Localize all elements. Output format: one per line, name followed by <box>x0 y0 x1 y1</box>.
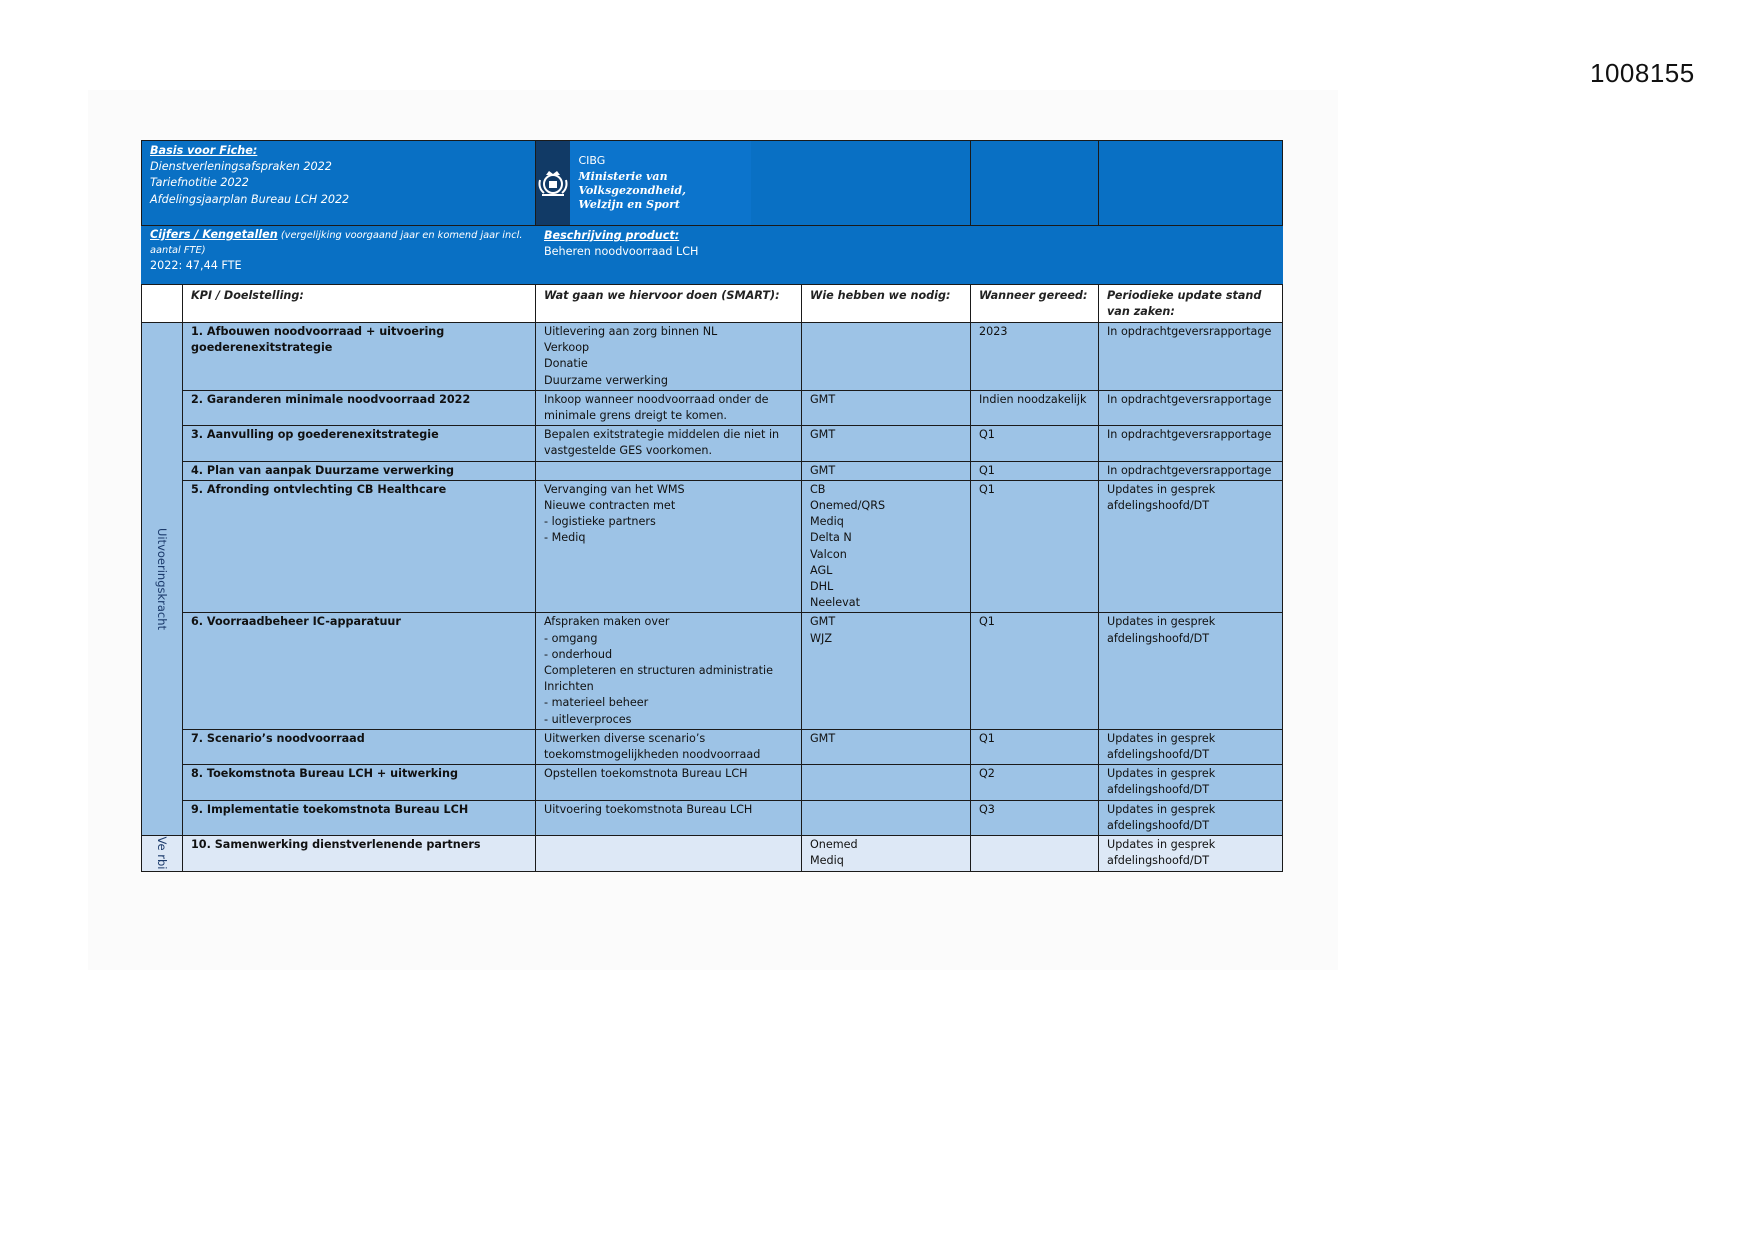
kpi-cell: 4. Plan van aanpak Duurzame verwerking <box>183 461 536 480</box>
column-header-kpi: KPI / Doelstelling: <box>183 285 536 323</box>
update-cell: Updates in gesprek afdelingshoofd/DT <box>1099 729 1283 764</box>
who-line: Neelevat <box>810 596 860 610</box>
table-row <box>142 323 1283 391</box>
who-cell: GMT <box>802 461 971 480</box>
kpi-cell: 10. Samenwerking dienstverlenende partners <box>183 836 536 871</box>
what-line: Inrichten <box>544 680 594 694</box>
what-line: - uitleverproces <box>544 712 632 726</box>
product-cell <box>536 226 1283 285</box>
cijfers-cell <box>142 226 536 285</box>
logo-cell <box>536 141 971 226</box>
who-line: AGL <box>810 563 833 577</box>
what-cell <box>536 461 802 480</box>
kpi-cell: 2. Garanderen minimale noodvoorraad 2022 <box>183 390 536 425</box>
header-empty-cell <box>971 141 1099 226</box>
what-cell <box>536 613 802 729</box>
when-cell: Q1 <box>971 480 1099 613</box>
who-cell: GMT <box>802 729 971 764</box>
document-id: 1008155 <box>1590 58 1695 88</box>
update-cell: In opdrachtgeversrapportage <box>1099 461 1283 480</box>
what-line: Completeren en structuren administratie <box>544 664 773 678</box>
product-title: Beschrijving product: <box>544 229 680 242</box>
logo-ministry-line2: Welzijn en Sport <box>578 198 680 211</box>
who-line: Onemed <box>810 838 858 852</box>
basis-title: Basis voor Fiche: <box>150 144 258 157</box>
kpi-cell: 3. Aanvulling op goederenexitstrategie <box>183 426 536 461</box>
basis-cell <box>142 141 536 226</box>
when-cell: Q1 <box>971 426 1099 461</box>
who-line: DHL <box>810 580 834 594</box>
who-cell <box>802 613 971 729</box>
logo-org: CIBG <box>578 154 606 167</box>
what-cell: Inkoop wanneer noodvoorraad onder de minimale grens dreigt te komen. <box>536 390 802 425</box>
what-line: - Mediq <box>544 531 586 545</box>
when-cell: Q1 <box>971 613 1099 729</box>
kpi-cell: 8. Toekomstnota Bureau LCH + uitwerking <box>183 765 536 800</box>
basis-line: Afdelingsjaarplan Bureau LCH 2022 <box>150 192 350 206</box>
update-cell: Updates in gesprek afdelingshoofd/DT <box>1099 836 1283 871</box>
cijfers-value: 2022: 47,44 FTE <box>150 259 242 272</box>
header-row-cijfers <box>142 226 1283 285</box>
when-cell: Q1 <box>971 729 1099 764</box>
when-cell <box>971 836 1099 871</box>
when-cell: 2023 <box>971 323 1099 391</box>
table-row <box>142 480 1283 613</box>
table-row <box>142 729 1283 764</box>
when-cell: Q3 <box>971 800 1099 835</box>
table-row <box>142 765 1283 800</box>
who-line: GMT <box>810 615 836 629</box>
kpi-cell: 5. Afronding ontvlechting CB Healthcare <box>183 480 536 613</box>
logo-ministry-line1: Ministerie van Volksgezondheid, <box>578 170 686 197</box>
what-line: - logistieke partners <box>544 515 656 529</box>
update-cell: Updates in gesprek afdelingshoofd/DT <box>1099 765 1283 800</box>
who-cell: GMT <box>802 390 971 425</box>
column-header-row <box>142 285 1283 323</box>
who-line: WJZ <box>810 631 833 645</box>
who-cell: GMT <box>802 426 971 461</box>
who-cell <box>802 836 971 871</box>
crest-icon <box>536 141 570 225</box>
update-cell: In opdrachtgeversrapportage <box>1099 390 1283 425</box>
when-cell: Q1 <box>971 461 1099 480</box>
who-cell <box>802 480 971 613</box>
what-line: Uitlevering aan zorg binnen NL <box>544 325 718 338</box>
what-cell <box>536 836 802 871</box>
table-row <box>142 836 1283 871</box>
what-cell <box>536 480 802 613</box>
header-empty-cell <box>1099 141 1283 226</box>
what-line: Verkoop <box>544 341 590 355</box>
what-line: Duurzame verwerking <box>544 373 668 387</box>
kpi-cell: 9. Implementatie toekomstnota Bureau LCH <box>183 800 536 835</box>
who-line: CB <box>810 482 826 496</box>
update-cell: In opdrachtgeversrapportage <box>1099 426 1283 461</box>
update-cell: Updates in gesprek afdelingshoofd/DT <box>1099 613 1283 729</box>
what-cell <box>536 323 802 391</box>
who-line: Onemed/QRS <box>810 499 886 513</box>
cijfers-title: Cijfers / Kengetallen <box>150 228 278 241</box>
what-cell: Opstellen toekomstnota Bureau LCH <box>536 765 802 800</box>
cijfers-note: (vergelijking voorgaand jaar en komend jaar incl. aantal FTE) <box>150 230 523 256</box>
what-cell: Uitvoering toekomstnota Bureau LCH <box>536 800 802 835</box>
what-line: Donatie <box>544 357 588 371</box>
group-label-cell <box>142 836 183 871</box>
who-line: Mediq <box>810 854 844 868</box>
who-cell <box>802 765 971 800</box>
table-row <box>142 800 1283 835</box>
who-line: Valcon <box>810 547 847 561</box>
header-row-basis <box>142 141 1283 226</box>
what-line: Vervanging van het WMS <box>544 482 685 496</box>
what-line: Nieuwe contracten met <box>544 499 676 513</box>
update-cell: In opdrachtgeversrapportage <box>1099 323 1283 391</box>
what-line: Afspraken maken over <box>544 615 670 629</box>
when-cell: Indien noodzakelijk <box>971 390 1099 425</box>
what-line: - omgang <box>544 631 598 645</box>
when-cell: Q2 <box>971 765 1099 800</box>
table-row <box>142 390 1283 425</box>
what-cell: Bepalen exitstrategie middelen die niet in vastgestelde GES voorkomen. <box>536 426 802 461</box>
kpi-cell: 7. Scenario’s noodvoorraad <box>183 729 536 764</box>
column-header-what: Wat gaan we hiervoor doen (SMART): <box>536 285 802 323</box>
kpi-cell: 6. Voorraadbeheer IC-apparatuur <box>183 613 536 729</box>
table-row <box>142 613 1283 729</box>
column-header-who: Wie hebben we nodig: <box>802 285 971 323</box>
basis-lines <box>150 159 527 208</box>
group-label-cell <box>142 323 183 836</box>
update-cell: Updates in gesprek afdelingshoofd/DT <box>1099 800 1283 835</box>
who-line: Mediq <box>810 515 844 529</box>
table-row <box>142 461 1283 480</box>
column-header-empty <box>142 285 183 323</box>
what-line: - onderhoud <box>544 647 613 661</box>
basis-line: Tariefnotitie 2022 <box>150 176 249 190</box>
what-cell: Uitwerken diverse scenario’s toekomstmogelijkheden noodvoorraad <box>536 729 802 764</box>
basis-line: Dienstverleningsafspraken 2022 <box>150 160 332 174</box>
fiche-table <box>141 140 1283 872</box>
kpi-cell: 1. Afbouwen noodvoorraad + uitvoering goederenexitstrategie <box>183 323 536 391</box>
update-cell: Updates in gesprek afdelingshoofd/DT <box>1099 480 1283 613</box>
column-header-update: Periodieke update stand van zaken: <box>1099 285 1283 323</box>
group-label: Uitvoeringskracht <box>155 527 170 631</box>
who-line: Delta N <box>810 531 852 545</box>
who-cell <box>802 800 971 835</box>
who-cell <box>802 323 971 391</box>
group-label: Ve rbi <box>155 836 169 870</box>
product-value: Beheren noodvoorraad LCH <box>544 245 699 259</box>
table-row <box>142 426 1283 461</box>
what-line: - materieel beheer <box>544 696 649 710</box>
ministry-logo <box>536 141 751 225</box>
column-header-when: Wanneer gereed: <box>971 285 1099 323</box>
